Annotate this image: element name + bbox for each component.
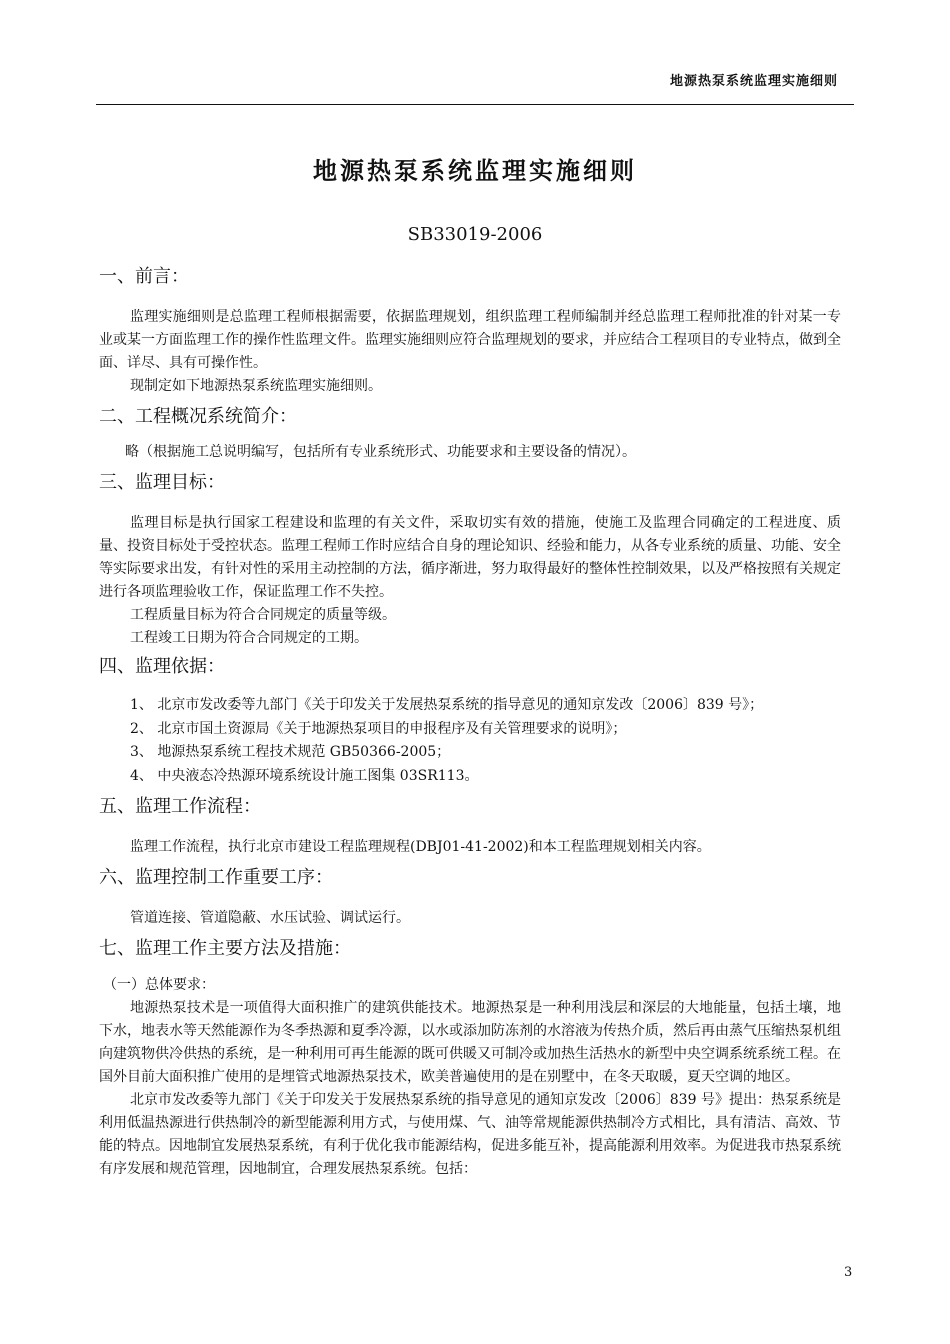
paragraph: 工程质量目标为符合合同规定的质量等级。 (130, 607, 396, 623)
section-heading: 七、监理工作主要方法及措施： (99, 938, 351, 959)
section-workflow (99, 794, 841, 859)
paragraph: 监理目标是执行国家工程建设和监理的有关文件，采取切实有效的措施，使施工及监理合同确定的工程进度、质量、投资目标处于受控状态。监理工程师工作时应结合自身的理论知识、经验和能力，从各专业系统的质量、功能、安全等实际要求出发，有针对性的采用主动控制的方法，循序渐进，努力取得最好的整体性控制效果，以及严格按照有关规定进行各项监理验收工作，保证监理工作不失控。 (99, 515, 841, 600)
section-goals (99, 470, 841, 650)
subsection-heading: （一）总体要求： (103, 977, 215, 993)
paragraph: 监理实施细则是总监理工程师根据需要，依据监理规划，组织监理工程师编制并经总监理工程师批准的针对某一专业或某一方面监理工作的操作性监理文件。监理实施细则应符合监理规划的要求，并应结合工程项目的专业特点，做到全面、详尽、具有可操作性。 (99, 309, 841, 371)
section-methods (99, 936, 841, 1181)
section-key-processes (99, 865, 841, 930)
list-item: 2、 北京市国土资源局《关于地源热泵项目的申报程序及有关管理要求的说明》； (130, 720, 627, 737)
paragraph: 略（根据施工总说明编写，包括所有专业系统形式、功能要求和主要设备的情况）。 (125, 444, 636, 460)
section-heading: 三、监理目标： (99, 472, 225, 493)
paragraph: 现制定如下地源热泵系统监理实施细则。 (130, 378, 382, 394)
section-heading: 一、前言： (99, 266, 189, 287)
section-basis (99, 654, 841, 788)
document-code: SB33019-2006 (407, 224, 543, 245)
paragraph: 北京市发改委等九部门《关于印发关于发展热泵系统的指导意见的通知京发改〔2006〕839 号》提出：热泵系统是利用低温热源进行供热制冷的新型能源利用方式，与使用煤、气、油等常规能源供热制冷方式相比，具有清洁、高效、节能的特点。因地制宜发展热泵系统，有利于优化我市能源结构，促进多能互补，提高能源利用效率。为促进我市热泵系统有序发展和规范管理，因地制宜，合理发展热泵系统。包括： (99, 1092, 841, 1177)
running-header: 地源热泵系统监理实施细则 (669, 74, 838, 89)
paragraph: 管道连接、管道隐蔽、水压试验、调试运行。 (130, 910, 410, 926)
list-item: 4、 中央液态冷热源环境系统设计施工图集 03SR113。 (130, 767, 479, 784)
header-rule (96, 104, 854, 105)
section-heading: 五、监理工作流程： (99, 796, 261, 817)
section-heading: 六、监理控制工作重要工序： (99, 867, 333, 888)
document-body (99, 264, 841, 1181)
list-item: 1、 北京市发改委等九部门《关于印发关于发展热泵系统的指导意见的通知京发改〔2006〕839 号》； (130, 697, 764, 713)
section-preface (99, 264, 841, 398)
section-overview (99, 404, 841, 464)
document-title: 地源热泵系统监理实施细则 (313, 157, 637, 185)
basis-list (99, 694, 841, 788)
list-item: 3、 地源热泵系统工程技术规范 GB50366-2005； (130, 744, 451, 760)
paragraph: 工程竣工日期为符合合同规定的工期。 (130, 630, 368, 646)
section-heading: 二、工程概况系统简介： (99, 406, 297, 427)
page-number: 3 (844, 1265, 853, 1280)
section-heading: 四、监理依据： (99, 656, 225, 677)
paragraph: 监理工作流程，执行北京市建设工程监理规程(DBJ01-41-2002)和本工程监理规划相关内容。 (130, 839, 711, 855)
paragraph: 地源热泵技术是一项值得大面积推广的建筑供能技术。地源热泵是一种利用浅层和深层的大地能量，包括土壤，地下水，地表水等天然能源作为冬季热源和夏季冷源，以水或添加防冻剂的水溶液为传热介质，然后再由蒸气压缩热泵机组向建筑物供冷供热的系统，是一种利用可再生能源的既可供暖又可制冷或加热生活热水的新型中央空调系统系统工程。在国外目前大面积推广使用的是埋管式地源热泵技术，欧美普遍使用的是在别墅中，在冬天取暖，夏天空调的地区。 (99, 1000, 841, 1085)
